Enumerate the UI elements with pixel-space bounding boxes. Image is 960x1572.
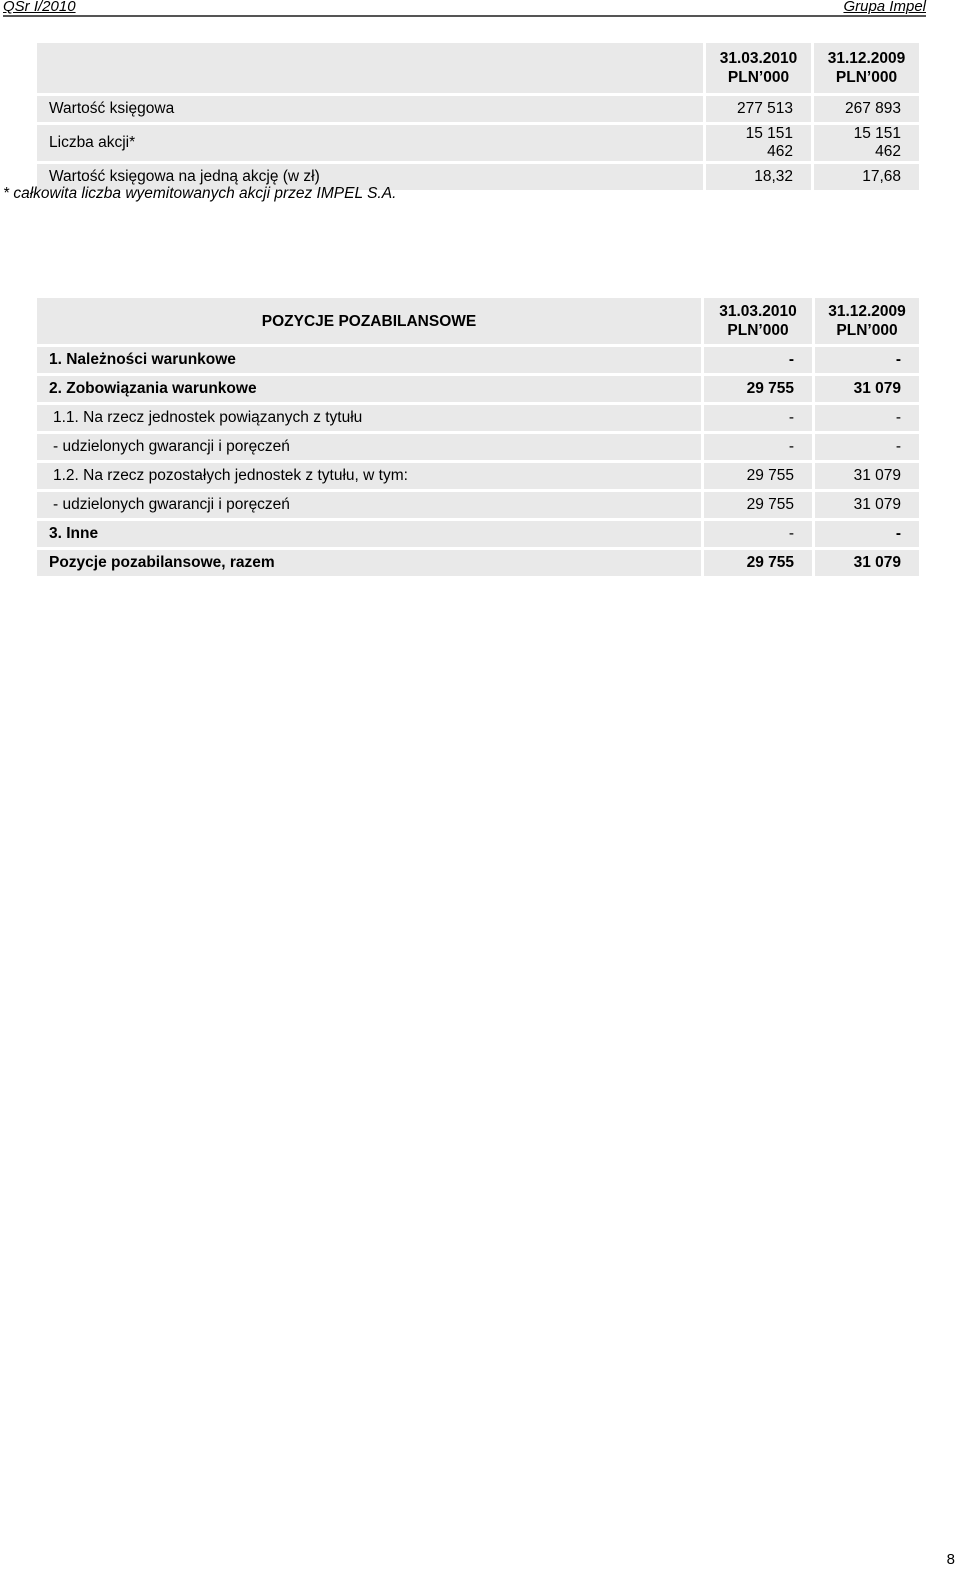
unit: PLN’000 bbox=[835, 69, 898, 86]
row-label: 1.1. Na rzecz jednostek powiązanych z tytułu bbox=[37, 405, 701, 431]
value: - bbox=[815, 405, 919, 431]
value: 31 079 bbox=[815, 492, 919, 518]
table-row bbox=[37, 347, 919, 373]
book-value-table bbox=[34, 40, 922, 193]
unit: PLN’000 bbox=[727, 69, 790, 86]
row-label: Wartość księgowa bbox=[37, 96, 703, 122]
date: 31.12.2009 bbox=[828, 303, 906, 320]
row-label: 1. Należności warunkowe bbox=[37, 347, 701, 373]
footnote: * całkowita liczba wyemitowanych akcji przez IMPEL S.A. bbox=[3, 185, 397, 202]
off-balance-table bbox=[34, 295, 922, 579]
unit: PLN’000 bbox=[727, 322, 789, 339]
row-label: 2. Zobowiązania warunkowe bbox=[37, 376, 701, 402]
date: 31.12.2009 bbox=[827, 50, 906, 67]
value: - bbox=[815, 434, 919, 460]
value: 31 079 bbox=[815, 463, 919, 489]
table-row bbox=[37, 463, 919, 489]
table-row bbox=[37, 405, 919, 431]
col-header bbox=[704, 298, 812, 344]
value: 17,68 bbox=[814, 164, 919, 190]
value: 15 151 462 bbox=[706, 125, 811, 161]
value: - bbox=[704, 434, 812, 460]
total-row bbox=[37, 550, 919, 576]
page-number: 8 bbox=[946, 1551, 955, 1568]
value: 267 893 bbox=[814, 96, 919, 122]
row-label: Pozycje pozabilansowe, razem bbox=[37, 550, 701, 576]
row-label: Liczba akcji* bbox=[37, 125, 703, 161]
value: 18,32 bbox=[706, 164, 811, 190]
row-label: 1.2. Na rzecz pozostałych jednostek z tytułu, w tym: bbox=[37, 463, 701, 489]
value: 29 755 bbox=[704, 492, 812, 518]
company-name: Grupa Impel bbox=[843, 0, 926, 15]
row-label: - udzielonych gwarancji i poręczeń bbox=[37, 434, 701, 460]
report-title: QSr I/2010 bbox=[3, 0, 76, 15]
date: 31.03.2010 bbox=[719, 303, 797, 320]
value: - bbox=[704, 521, 812, 547]
value: 29 755 bbox=[704, 463, 812, 489]
col-header bbox=[814, 43, 919, 93]
table-row bbox=[37, 492, 919, 518]
date: 31.03.2010 bbox=[719, 50, 798, 67]
row-label: 3. Inne bbox=[37, 521, 701, 547]
value: 31 079 bbox=[815, 376, 919, 402]
table-row bbox=[37, 434, 919, 460]
col-header bbox=[706, 43, 811, 93]
value: 29 755 bbox=[704, 376, 812, 402]
table-row bbox=[37, 521, 919, 547]
table-header bbox=[37, 43, 919, 93]
table-row bbox=[37, 376, 919, 402]
value: - bbox=[704, 405, 812, 431]
value: 29 755 bbox=[704, 550, 812, 576]
value: - bbox=[704, 347, 812, 373]
value: - bbox=[815, 521, 919, 547]
page-header bbox=[3, 0, 926, 17]
value: 277 513 bbox=[706, 96, 811, 122]
row-label: Wartość księgowa na jedną akcję (w zł) bbox=[37, 164, 703, 190]
row-label: - udzielonych gwarancji i poręczeń bbox=[37, 492, 701, 518]
col-header bbox=[815, 298, 919, 344]
value: - bbox=[815, 347, 919, 373]
table-row bbox=[37, 96, 919, 122]
unit: PLN’000 bbox=[836, 322, 898, 339]
table-title: POZYCJE POZABILANSOWE bbox=[37, 298, 701, 344]
table-header bbox=[37, 298, 919, 344]
table-row bbox=[37, 125, 919, 161]
value: 31 079 bbox=[815, 550, 919, 576]
value: 15 151 462 bbox=[814, 125, 919, 161]
